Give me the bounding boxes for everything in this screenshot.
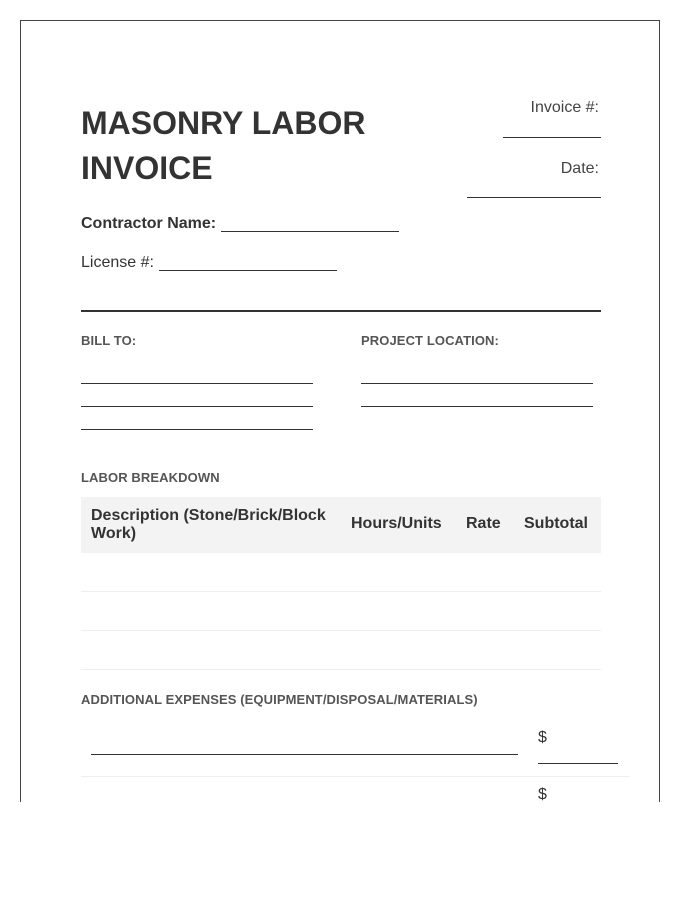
project-location-line-2[interactable] [361, 406, 593, 407]
row-divider [81, 669, 601, 670]
labor-table-header [81, 497, 601, 553]
license-label: License #: [81, 254, 154, 271]
invoice-number-label: Invoice #: [530, 99, 599, 116]
header-divider [81, 310, 601, 312]
invoice-page [20, 20, 660, 802]
column-rate: Rate [466, 515, 501, 532]
bill-to-line-1[interactable] [81, 383, 313, 384]
expense-row [81, 776, 629, 802]
invoice-number-field[interactable] [503, 137, 601, 138]
contractor-name-field[interactable] [221, 231, 399, 232]
invoice-title: MASONRY LABOR INVOICE [81, 105, 366, 186]
expense-dollar-sign: $ [538, 786, 547, 802]
expense-description-field[interactable] [91, 754, 518, 755]
table-row[interactable] [81, 553, 601, 592]
expense-dollar-sign: $ [538, 729, 547, 746]
column-hours-units: Hours/Units [351, 515, 442, 532]
table-row[interactable] [81, 631, 601, 670]
expense-row [81, 721, 629, 777]
labor-breakdown-heading: LABOR BREAKDOWN [81, 470, 220, 485]
additional-expenses-heading: ADDITIONAL EXPENSES (EQUIPMENT/DISPOSAL/MATERIALS) [81, 692, 478, 707]
column-description: Description (Stone/Brick/Block Work) [91, 507, 326, 542]
bill-to-line-2[interactable] [81, 406, 313, 407]
expense-amount-field[interactable] [538, 763, 618, 764]
table-row[interactable] [81, 592, 601, 631]
project-location-line-1[interactable] [361, 383, 593, 384]
column-subtotal: Subtotal [524, 515, 588, 532]
date-label: Date: [560, 160, 599, 177]
license-field[interactable] [159, 270, 337, 271]
project-location-heading: PROJECT LOCATION: [361, 333, 499, 348]
date-field[interactable] [467, 197, 601, 198]
bill-to-line-3[interactable] [81, 429, 313, 430]
contractor-name-label: Contractor Name: [81, 215, 217, 232]
bill-to-heading: BILL TO: [81, 333, 137, 348]
